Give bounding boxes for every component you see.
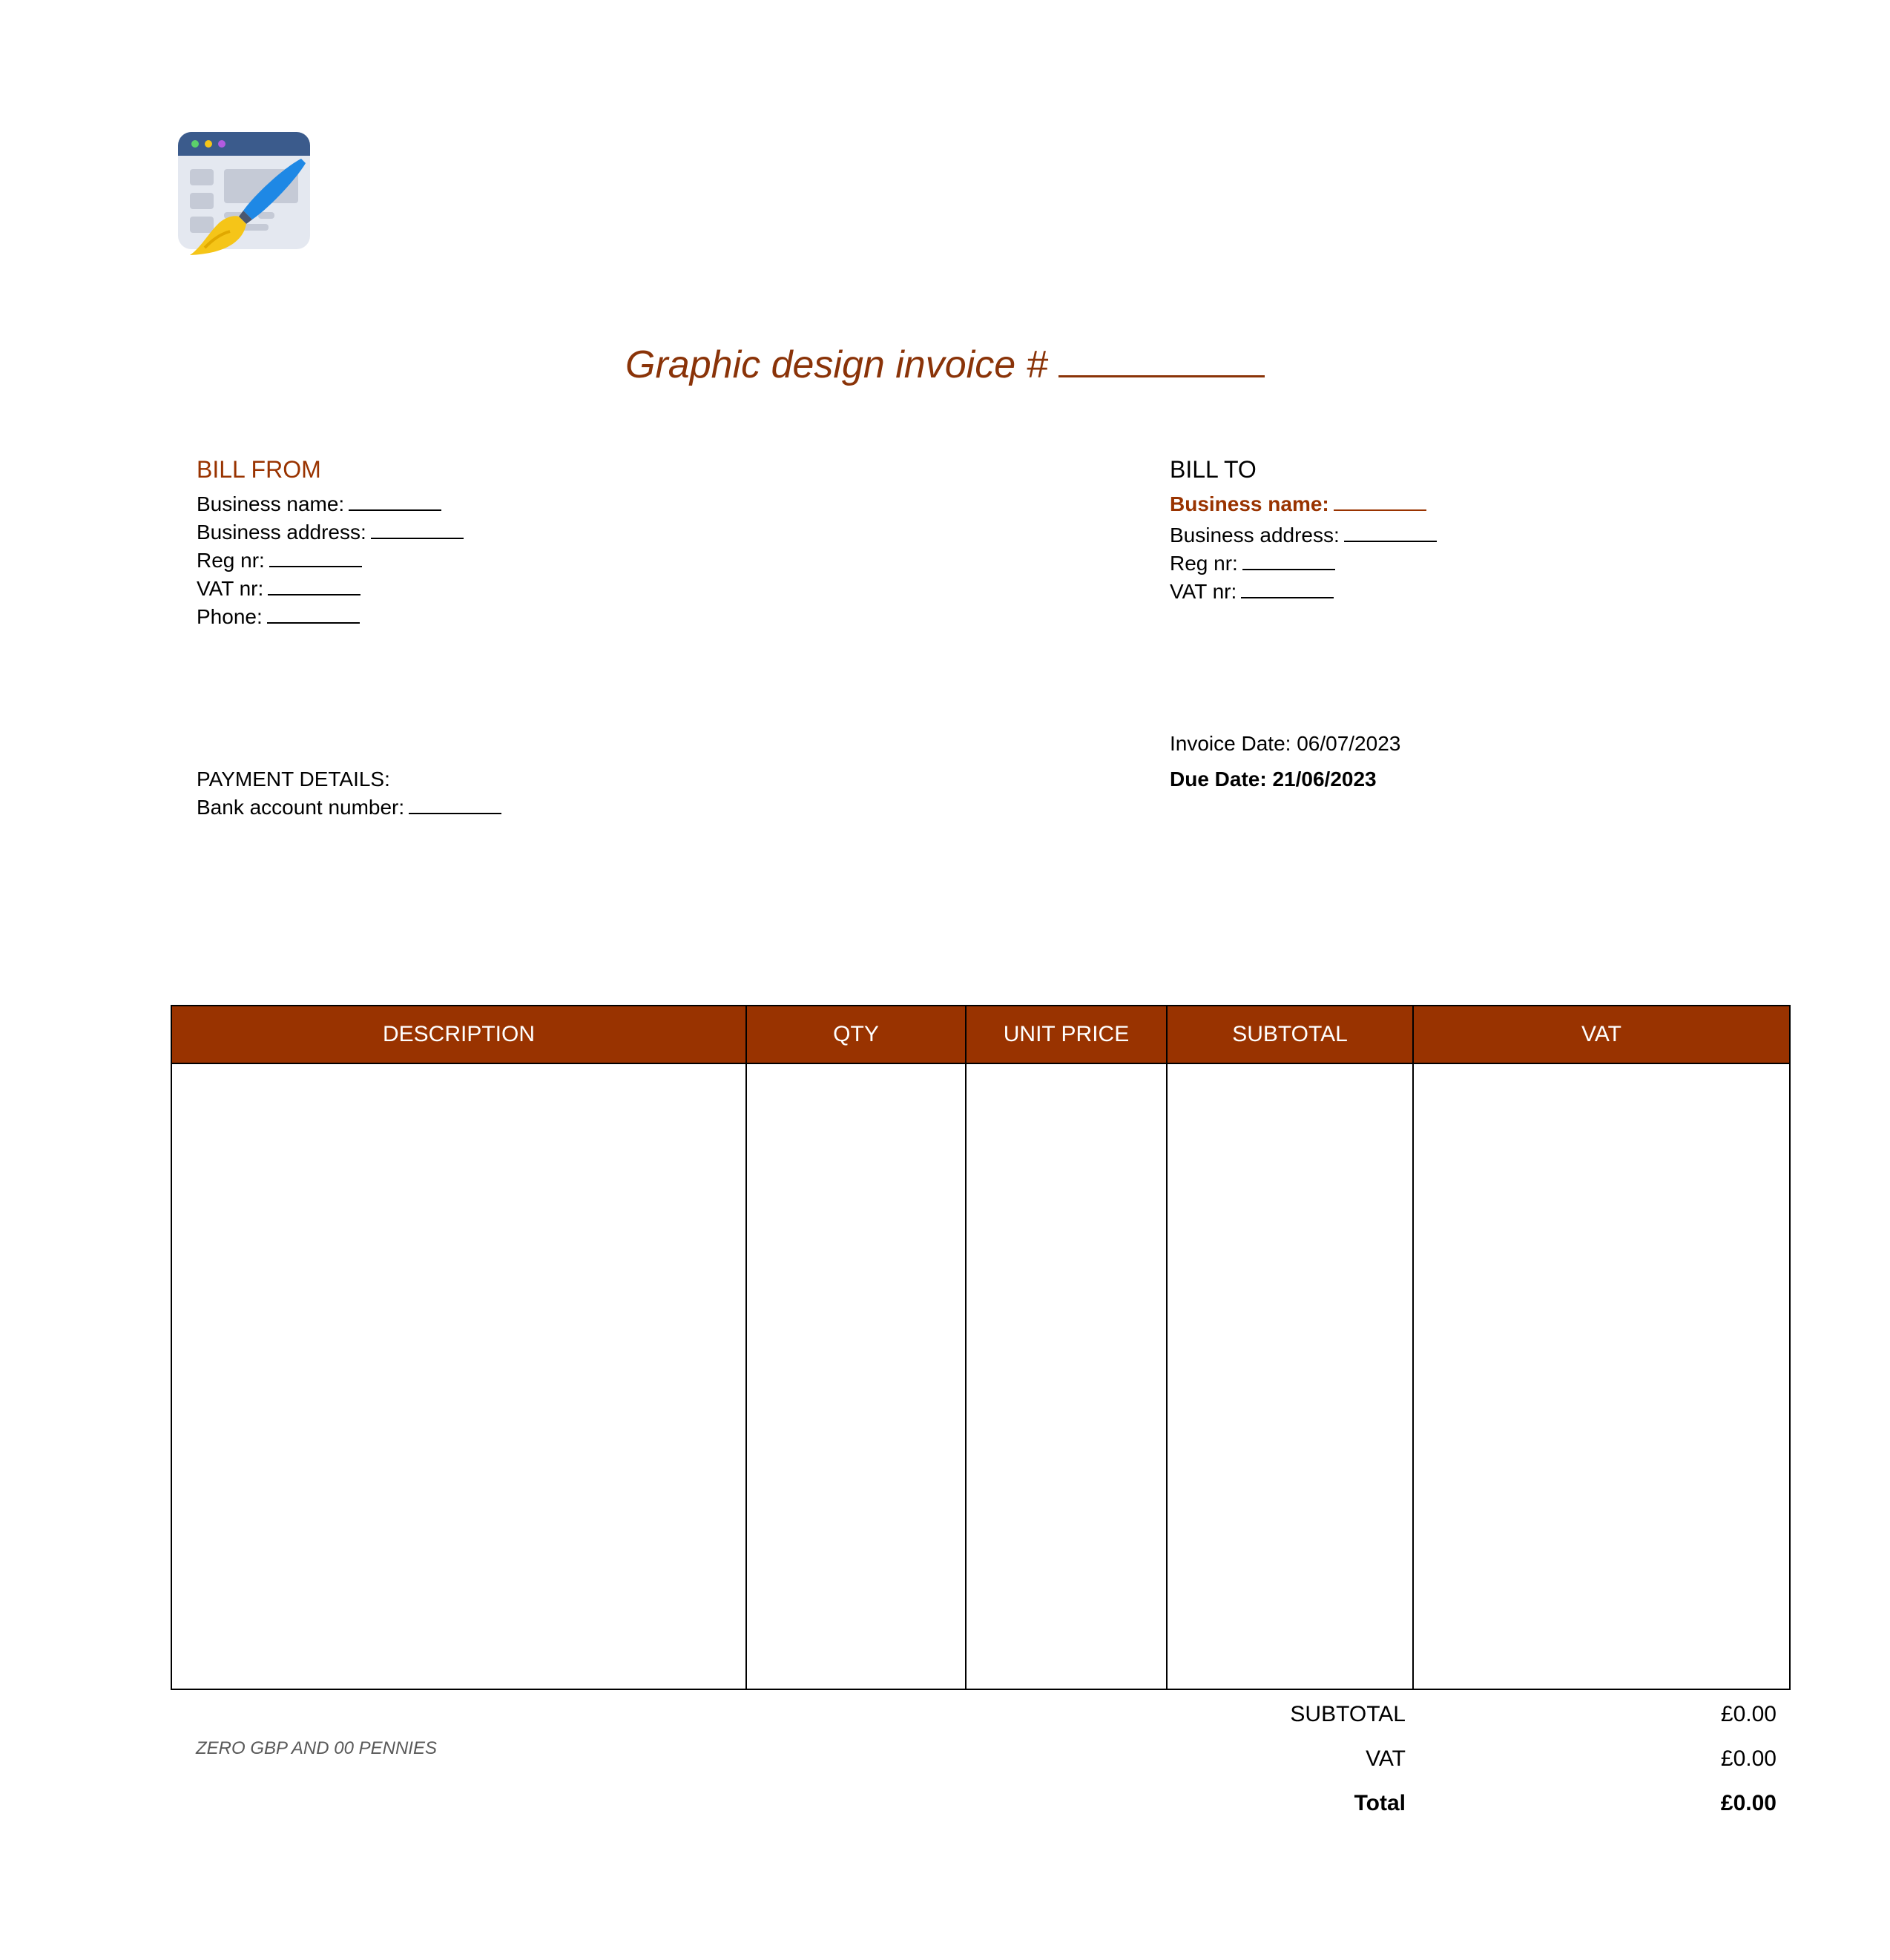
description-cell[interactable] (171, 1063, 746, 1689)
invoice-title-text: Graphic design invoice # (625, 343, 1058, 386)
bill-to-business-address[interactable]: Business address: (1170, 521, 1437, 550)
bill-to-vat-nr[interactable]: VAT nr: (1170, 578, 1437, 606)
unit-price-cell[interactable] (966, 1063, 1167, 1689)
invoice-date: Invoice Date: 06/07/2023 (1170, 732, 1401, 755)
line-items-table (171, 1005, 1791, 1690)
due-date: Due Date: 21/06/2023 (1170, 768, 1377, 791)
subtotal-cell[interactable] (1167, 1063, 1413, 1689)
table-row (171, 1063, 1790, 1689)
column-header-vat: VAT (1413, 1006, 1790, 1063)
totals-vat-value: £0.00 (1720, 1746, 1777, 1771)
bill-to-business-name[interactable]: Business name: (1170, 490, 1437, 518)
totals-vat-label: VAT (1366, 1746, 1406, 1771)
app-logo-icon (175, 129, 313, 255)
invoice-number-blank[interactable] (1058, 346, 1265, 377)
bill-to-block (1170, 490, 1437, 606)
column-header-qty: QTY (746, 1006, 966, 1063)
bank-account-number[interactable]: Bank account number: (197, 793, 501, 822)
bill-to-reg-nr[interactable]: Reg nr: (1170, 550, 1437, 578)
table-header-row (171, 1006, 1790, 1063)
totals-subtotal-label: SUBTOTAL (1290, 1702, 1406, 1726)
bill-to-heading: BILL TO (1170, 456, 1257, 483)
bill-from-block (197, 490, 464, 631)
bill-from-business-name[interactable]: Business name: (197, 490, 464, 518)
bill-from-business-address[interactable]: Business address: (197, 518, 464, 547)
payment-details-heading: PAYMENT DETAILS: (197, 768, 390, 791)
paintbrush-window-icon (175, 129, 313, 255)
bill-from-phone[interactable]: Phone: (197, 603, 464, 631)
totals-total-value: £0.00 (1720, 1791, 1777, 1815)
column-header-description: DESCRIPTION (171, 1006, 746, 1063)
dates-block (1170, 730, 1400, 793)
totals-subtotal-value: £0.00 (1720, 1702, 1777, 1726)
amount-in-words: ZERO GBP AND 00 PENNIES (196, 1738, 437, 1758)
payment-details-block (197, 765, 501, 822)
invoice-title (0, 343, 1890, 387)
column-header-unit-price: UNIT PRICE (966, 1006, 1167, 1063)
bill-from-heading: BILL FROM (197, 456, 321, 483)
column-header-subtotal: SUBTOTAL (1167, 1006, 1413, 1063)
qty-cell[interactable] (746, 1063, 966, 1689)
bill-from-reg-nr[interactable]: Reg nr: (197, 547, 464, 575)
bill-from-vat-nr[interactable]: VAT nr: (197, 575, 464, 603)
vat-cell[interactable] (1413, 1063, 1790, 1689)
totals-total-label: Total (1354, 1791, 1406, 1815)
